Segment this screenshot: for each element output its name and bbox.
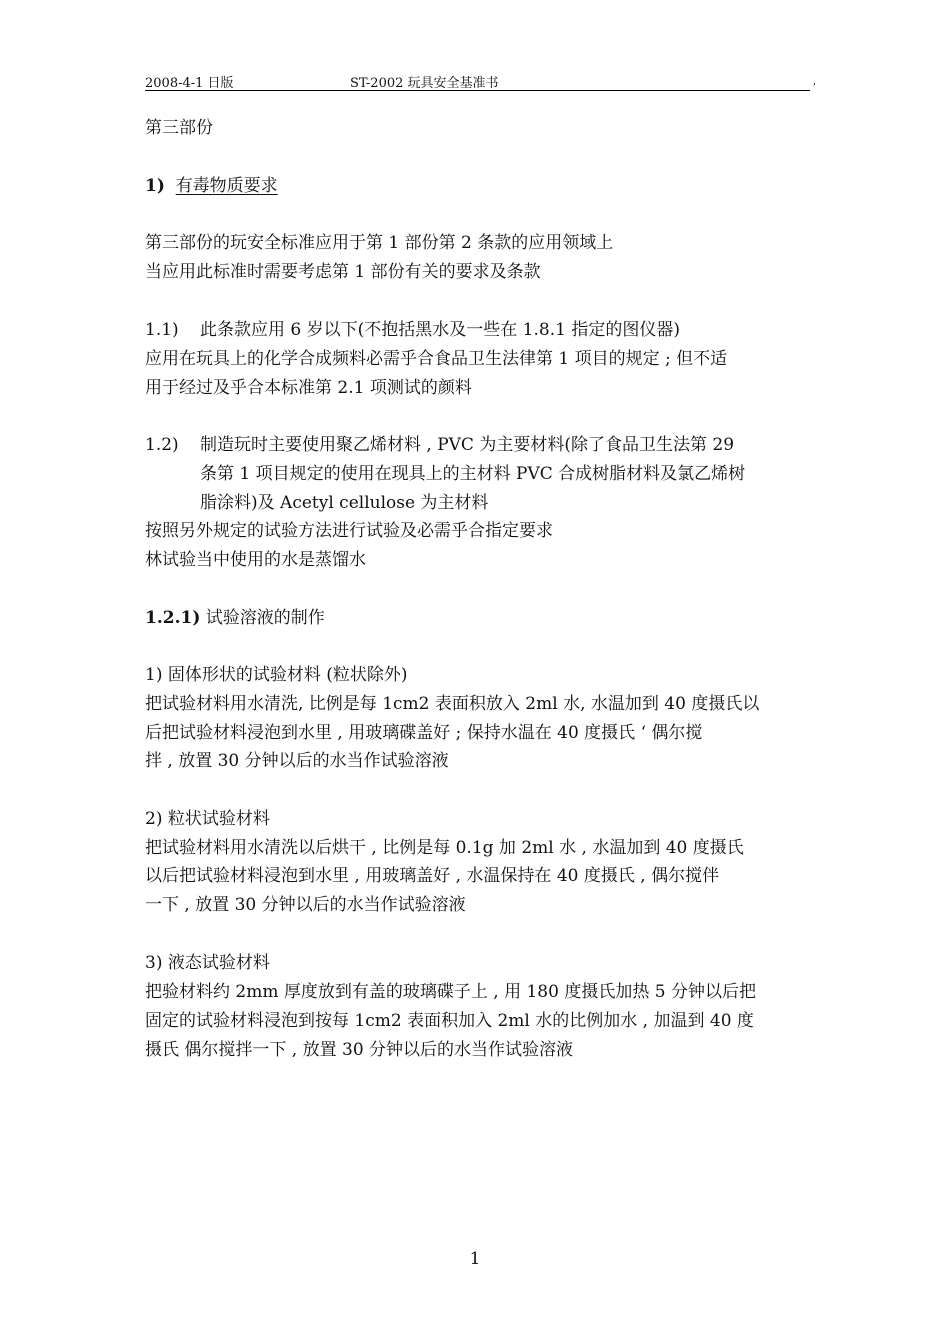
- item-title: 1) 固体形状的试验材料 (粒状除外): [145, 665, 408, 685]
- intro-line: 当应用此标准时需要考虑第 1 部份有关的要求及条款: [145, 262, 541, 282]
- section-1-number: 1): [145, 176, 165, 196]
- section-1-2-1-heading: [145, 607, 325, 629]
- section-1-1-body: 应用在玩具上的化学合成频料必需乎合食品卫生法律第 1 项目的规定 ; 但不适: [145, 349, 728, 369]
- item-body: 拌 , 放置 30 分钟以后的水当作试验溶液: [145, 751, 449, 771]
- item-title: 2) 粒状试验材料: [145, 809, 270, 829]
- part-title: 第三部份: [145, 118, 213, 138]
- item-body: 固定的试验材料浸泡到按每 1cm2 表面积加入 2ml 水的比例加水 , 加温到 40 度: [145, 1011, 754, 1031]
- page-number: 1: [469, 1249, 481, 1269]
- item-body: 把验材料约 2mm 厚度放到有盖的玻璃碟子上 , 用 180 度摄氏加热 5 分钟以后把: [145, 982, 756, 1002]
- intro-line: 第三部份的玩安全标准应用于第 1 部份第 2 条款的应用领域上: [145, 233, 614, 253]
- item-body: 一下 , 放置 30 分钟以后的水当作试验溶液: [145, 895, 466, 915]
- header-title: ST-2002 玩具安全基准书: [350, 76, 499, 91]
- section-1-heading: [145, 175, 278, 197]
- section-1-1-head: 此条款应用 6 岁以下(不抱括黑水及一些在 1.8.1 指定的图仪器): [200, 320, 680, 340]
- header-trailing: ,: [812, 76, 816, 87]
- header-date: 2008-4-1 日版: [145, 76, 234, 91]
- section-1-2-1-title: 试验溶液的制作: [205, 608, 325, 628]
- section-1-title: 有毒物质要求: [175, 176, 278, 196]
- item-body: 后把试验材料浸泡到水里 , 用玻璃碟盖好 ; 保持水温在 40 度摄氏 ‘ 偶尔搅: [145, 723, 703, 743]
- item-body: 摄氏 偶尔搅拌一下 , 放置 30 分钟以后的水当作试验溶液: [145, 1040, 574, 1060]
- section-1-2-head: 制造玩时主要使用聚乙烯材料 , PVC 为主要材料(除了食品卫生法第 29: [200, 435, 735, 455]
- section-1-2-head: 条第 1 项目规定的使用在现具上的主材料 PVC 合成树脂材料及氯乙烯树: [200, 464, 746, 484]
- section-1-2-number: 1.2): [145, 435, 179, 455]
- section-1-1-body: 用于经过及乎合本标准第 2.1 项测试的颜料: [145, 378, 472, 398]
- item-body: 把试验材料用水清洗, 比例是每 1cm2 表面积放入 2ml 水, 水温加到 40 度摄氏以: [145, 694, 760, 714]
- page-header: [145, 72, 816, 91]
- item-body: 以后把试验材料浸泡到水里 , 用玻璃盖好 , 水温保持在 40 度摄氏 , 偶尔搅伴: [145, 866, 720, 886]
- section-1-2-1-number: 1.2.1): [145, 608, 201, 628]
- item-body: 把试验材料用水清洗以后烘干 , 比例是每 0.1g 加 2ml 水 , 水温加到 40 度摄氏: [145, 838, 744, 858]
- section-1-2-body: 按照另外规定的试验方法进行试验及必需乎合指定要求: [145, 521, 553, 541]
- section-1-2-body: 林试验当中使用的水是蒸馏水: [145, 550, 366, 570]
- item-title: 3) 液态试验材料: [145, 953, 270, 973]
- section-1-1-number: 1.1): [145, 320, 179, 340]
- section-1-2-head: 脂涂料)及 Acetyl cellulose 为主材料: [200, 493, 489, 513]
